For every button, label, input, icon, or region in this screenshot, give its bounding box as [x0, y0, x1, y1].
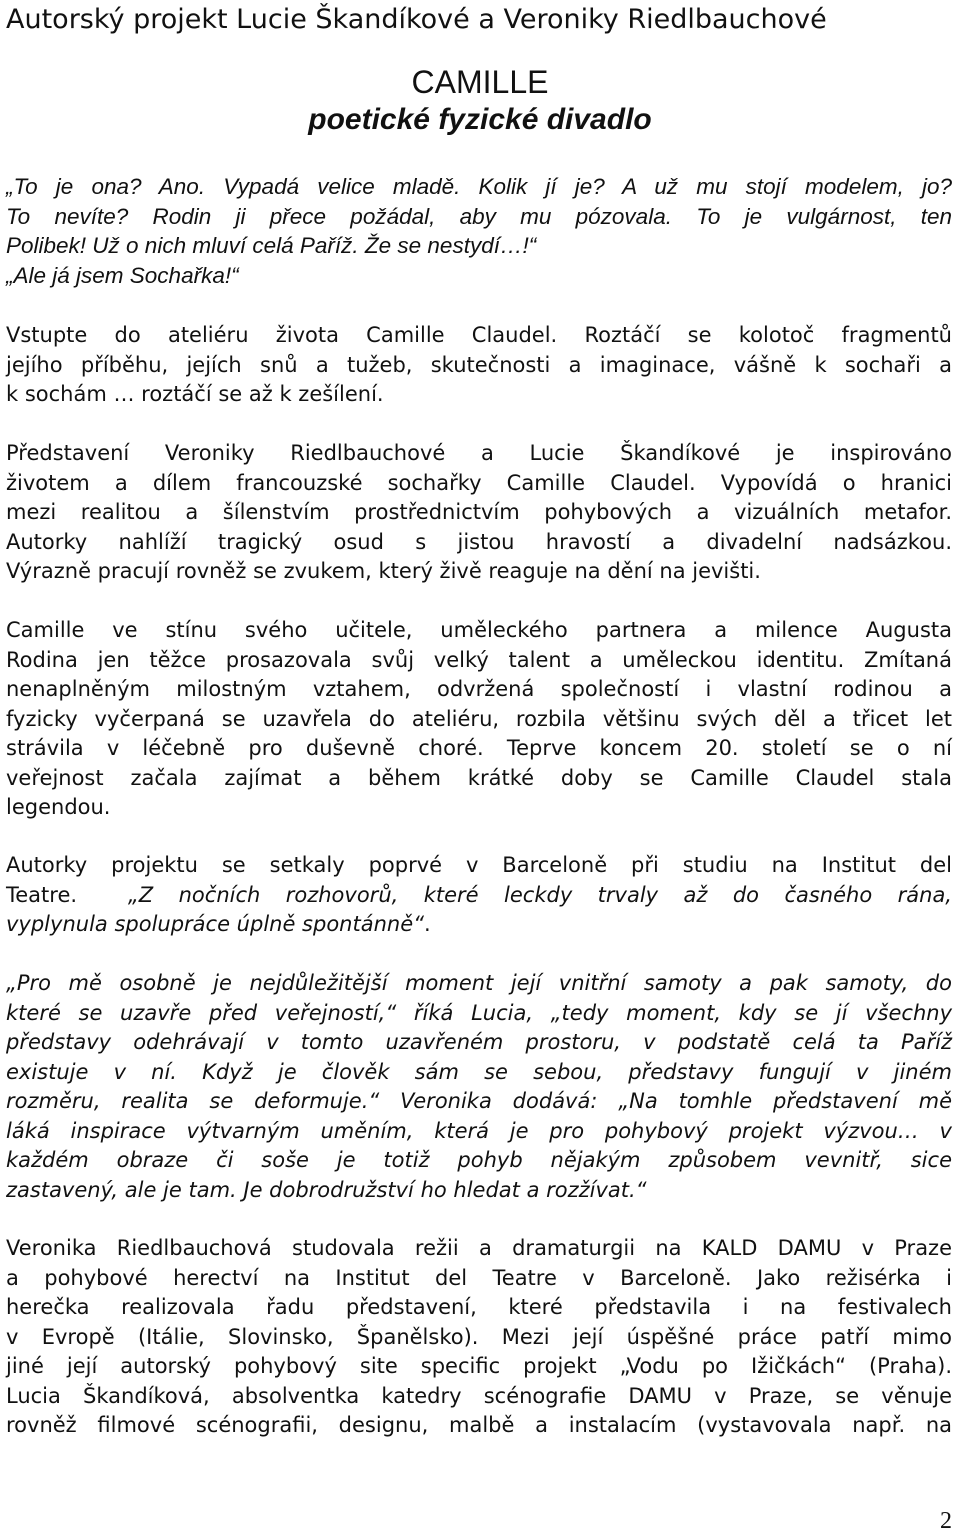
page-header: Autorský projekt Lucie Škandíkové a Veroniky Riedlbauchové: [6, 4, 827, 35]
text-line: Autorky nahlíží tragický osud s jistou hravostí a divadelní nadsázkou.: [6, 529, 952, 554]
text-line: které se uzavře před veřejností,“ říká Lucia, „tedy moment, kdy se jí všechny: [6, 1000, 952, 1025]
paragraph-biographies: [6, 1234, 952, 1441]
text-line: nenaplněným milostným vztahem, odvržená společností i vlastní rodinou a: [6, 677, 952, 701]
text-line: [6, 881, 952, 911]
text-line: Autorky projektu se setkaly poprvé v Barceloně při studiu na Institut del: [6, 853, 952, 877]
text-line: herečka realizovala řadu představení, které představila i na festivalech: [6, 1295, 952, 1319]
text-line: rozměru, realita se deformuje.“ Veronika dodává: „Na tomhle představení mě: [6, 1089, 952, 1113]
text-line: legendou.: [6, 795, 111, 819]
quote-segment: vyplynula spolupráce úplně spontánně“: [6, 912, 425, 936]
text-line: Výrazně pracují rovněž se zvukem, který živě reaguje na dění na jevišti.: [6, 559, 761, 583]
text-line: strávila v léčebně pro duševně choré. Teprve koncem 20. století se o ní: [6, 736, 952, 760]
text-line: představy odehrávají v tomto uzavřeném prostoru, v podstatě celá ta Paříž: [6, 1030, 952, 1054]
text-line: k sochám … roztáčí se až k zešílení.: [6, 382, 384, 406]
text-line: životem a dílem francouzské sochařky Camille Claudel. Vypovídá o hranici: [6, 470, 952, 495]
text-line: fyzicky vyčerpaná se uzavřela do ateliéru, rozbila většinu svých děl a třicet let: [6, 706, 952, 731]
text-line: existuje v ní. Když je člověk sám se sebou, představy fungují v jiném: [6, 1059, 952, 1084]
text-line: „Pro mě osobně je nejdůležitější moment její vnitřní samoty a pak samoty, do: [6, 971, 952, 995]
document-subtitle: poetické fyzické divadlo: [308, 103, 652, 136]
quote-line: To nevíte? Rodin ji přece požádal, aby mu pózovala. To je vulgárnost, ten: [6, 203, 952, 229]
text-line: Veronika Riedlbauchová studovala režii a dramaturgii na KALD DAMU v Praze: [6, 1236, 952, 1260]
text-line: v Evropě (Itálie, Slovinsko, Španělsko). Mezi její úspěšné práce patří mimo: [6, 1324, 952, 1349]
text-line: jejího příběhu, jejích snů a tužeb, skutečnosti a imaginace, vášně k sochaři a: [6, 352, 952, 377]
page-number: 2: [940, 1508, 952, 1534]
text-line: veřejnost začala zajímat a během krátké doby se Camille Claudel stala: [6, 765, 952, 790]
quote-segment: „Z nočních rozhovorů, které leckdy trvaly až do časného rána,: [127, 882, 952, 907]
text-line: Lucia Škandíková, absolventka katedry scénografie DAMU v Praze, se věnuje: [6, 1383, 952, 1408]
text-line: a pohybové herectví na Institut del Teatre v Barceloně. Jako režisérka i: [6, 1265, 952, 1290]
text-line: rovněž filmové scénografii, designu, malbě a instalacím (vystavovala např. na: [6, 1413, 952, 1437]
document-title: CAMILLE: [411, 64, 549, 100]
opening-quote: [6, 172, 952, 290]
text-line: Camille ve stínu svého učitele, uměleckého partnera a milence Augusta: [6, 618, 952, 642]
quote-line: Polibek! Už o nich mluví celá Paříž. Že se nestydí…!“: [6, 233, 537, 258]
paragraph-intro: [6, 321, 952, 410]
text-line: [6, 910, 952, 940]
text-line: zastavený, ale je tam. Je dobrodružství ho hledat a rozžívat.“: [6, 1177, 647, 1202]
paragraph-camille: [6, 616, 952, 823]
text-line: každém obraze či soše je totiž pohyb nějakým způsobem vevnitř, sice: [6, 1148, 952, 1172]
text-line: jiné její autorský pohybový site specific projekt „Vodu po Ižičkách“ (Praha).: [6, 1354, 952, 1378]
text-line: Vstupte do ateliéru života Camille Claudel. Roztáčí se kolotoč fragmentů: [6, 323, 952, 347]
text-line: mezi realitou a šílenstvím prostřednictvím pohybových a vizuálních metafor.: [6, 500, 952, 524]
quote-line: „Ale já jsem Sochařka!“: [6, 262, 239, 288]
paragraph-quotes: [6, 969, 952, 1205]
text-segment: Teatre.: [6, 882, 78, 907]
text-line: Rodina jen těžce prosazovala svůj velký talent a uměleckou identitu. Zmítaná: [6, 647, 952, 672]
quote-line: „To je ona? Ano. Vypadá velice mladě. Kolik jí je? A už mu stojí modelem, jo?: [6, 174, 952, 199]
paragraph-performance: [6, 439, 952, 587]
text-line: Představení Veroniky Riedlbauchové a Lucie Škandíkové je inspirováno: [6, 441, 952, 465]
text-segment: .: [424, 912, 431, 936]
text-line: láká inspirace výtvarným uměním, která je pro pohybový projekt výzvou… v: [6, 1118, 952, 1143]
paragraph-authors-meeting: [6, 851, 952, 940]
